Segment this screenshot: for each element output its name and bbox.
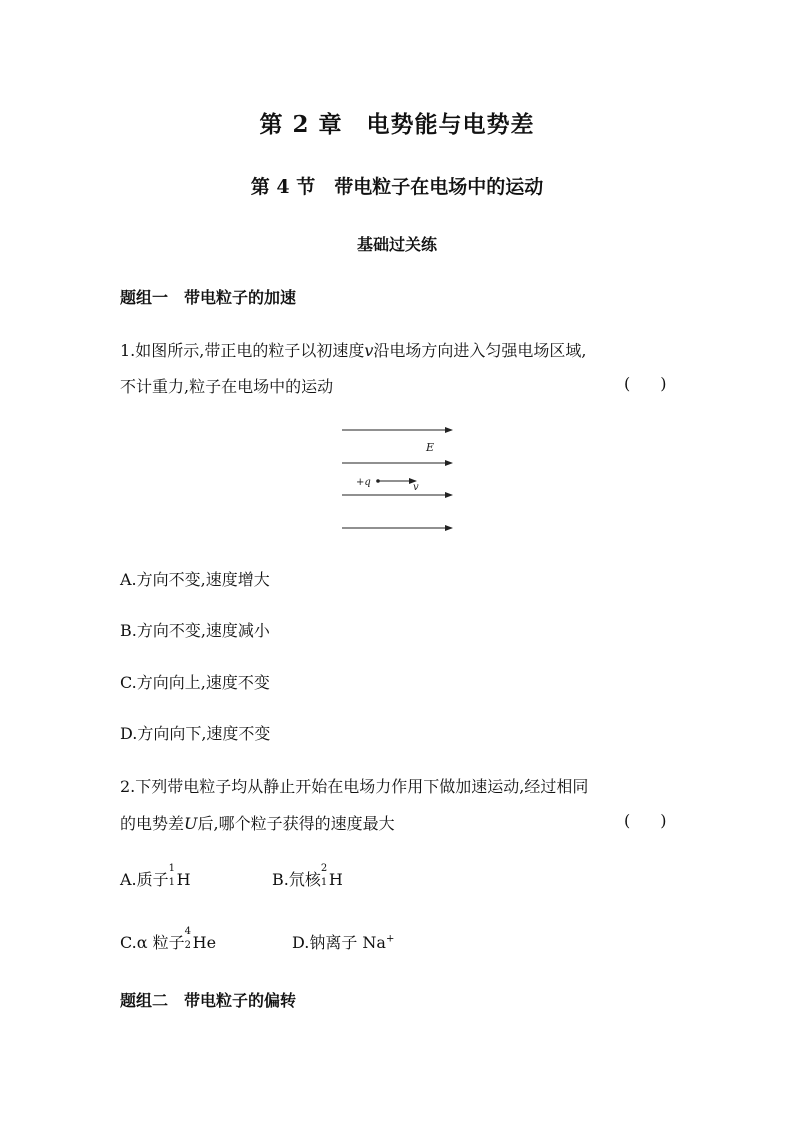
q1-option-a: A.方向不变,速度增大 — [120, 570, 270, 589]
q2-answer-blank — [624, 811, 667, 830]
ion-charge: + — [385, 933, 395, 945]
electric-field-figure — [336, 420, 466, 540]
mass-number: 2 — [320, 863, 328, 874]
q1-paren-open: ( — [624, 374, 631, 393]
proton-nuclide — [168, 863, 177, 888]
alpha-nuclide — [184, 926, 193, 951]
q1-line2: 不计重力,粒子在电场中的运动 — [120, 377, 334, 396]
q2-potential-symbol: U — [184, 814, 198, 833]
section-title: 第 4 节 带电粒子在电场中的运动 — [250, 176, 544, 198]
q2-option-c — [120, 926, 217, 953]
q1-text-b: 沿电场方向进入匀强电场区域, — [373, 341, 587, 360]
group1-title: 题组一 带电粒子的加速 — [120, 288, 297, 307]
q2-line1: 2.下列带电粒子均从静止开始在电场力作用下做加速运动,经过相同 — [120, 777, 589, 796]
q1-velocity-symbol: v — [364, 341, 374, 360]
exercise-title: 基础过关练 — [356, 235, 437, 254]
atomic-number: 2 — [184, 940, 192, 951]
atomic-number: 1 — [320, 877, 328, 888]
q2-line2 — [120, 811, 395, 834]
q2-text-a: 的电势差 — [120, 814, 185, 833]
q2-paren-close: ) — [660, 811, 667, 830]
q2-option-b-label: B.氘核 — [272, 870, 321, 889]
q2-text-b: 后,哪个粒子获得的速度最大 — [197, 814, 395, 833]
q1-text-a: 1.如图所示,带正电的粒子以初速度 — [120, 341, 365, 360]
field-label: E — [426, 441, 435, 454]
atomic-number: 1 — [168, 877, 176, 888]
q2-option-d — [292, 930, 394, 953]
velocity-label: v — [413, 482, 419, 493]
mass-number: 4 — [184, 926, 192, 937]
q2-option-a — [120, 863, 191, 890]
element-symbol: H — [176, 870, 191, 889]
q1-option-c: C.方向向上,速度不变 — [120, 673, 270, 692]
q1-paren-close: ) — [660, 374, 667, 393]
mass-number: 1 — [168, 863, 176, 874]
element-symbol: He — [192, 933, 217, 952]
q2-option-c-label: C.α 粒子 — [120, 933, 185, 952]
charge-label: +q — [356, 477, 371, 488]
group2-title: 题组二 带电粒子的偏转 — [120, 991, 297, 1010]
q1-option-d: D.方向向下,速度不变 — [120, 724, 271, 743]
chapter-title: 第 2 章 电势能与电势差 — [259, 111, 535, 138]
q2-option-a-label: A.质子 — [120, 870, 169, 889]
deuteron-nuclide — [320, 863, 329, 888]
q1-line1 — [120, 338, 587, 361]
q2-paren-open: ( — [624, 811, 631, 830]
q2-option-d-label: D.钠离子 Na — [292, 933, 386, 952]
element-symbol: H — [328, 870, 343, 889]
q2-option-b — [272, 863, 343, 890]
q1-answer-blank — [624, 374, 667, 393]
q1-option-b: B.方向不变,速度减小 — [120, 621, 270, 640]
